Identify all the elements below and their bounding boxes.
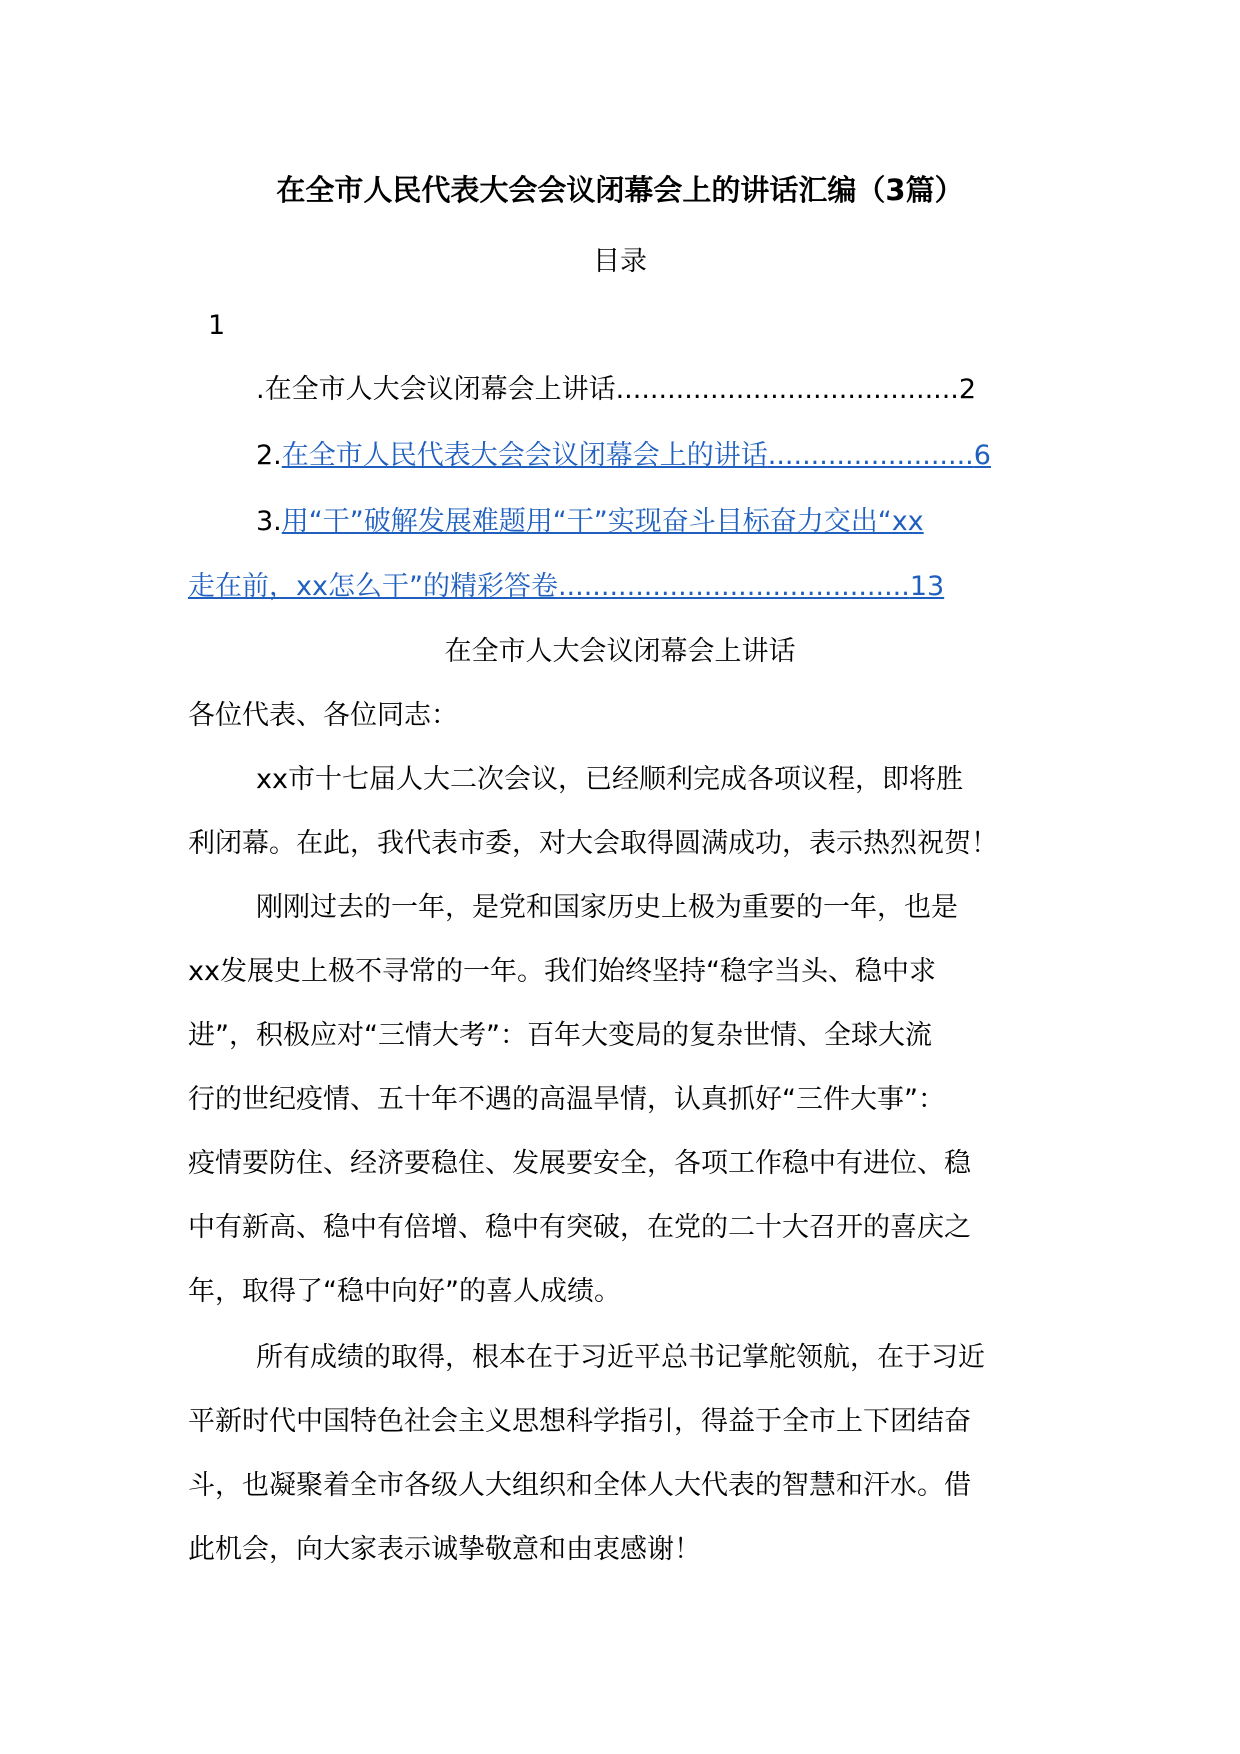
toc-entry-2-number: 2. [256, 440, 282, 471]
paragraph-2-line-1: 刚刚过去的一年，是党和国家历史上极为重要的一年，也是 [256, 892, 958, 923]
paragraph-1-line-2: 利闭幕。在此，我代表市委，对大会取得圆满成功，表示热烈祝贺！ [188, 828, 998, 859]
paragraph-3-line-1: 所有成绩的取得，根本在于习近平总书记掌舵领航，在于习近 [256, 1342, 985, 1373]
toc-heading: 目录 [593, 246, 647, 277]
paragraph-3-line-2: 平新时代中国特色社会主义思想科学指引，得益于全市上下团结奋 [188, 1406, 971, 1437]
paragraph-3-line-3: 斗，也凝聚着全市各级人大组织和全体人大代表的智慧和汗水。借 [188, 1470, 971, 1501]
paragraph-1-line-1: xx市十七届人大二次会议，已经顺利完成各项议程，即将胜 [256, 764, 963, 795]
toc-entry-1[interactable] [188, 370, 1054, 410]
toc-entry-3-number: 3. [256, 506, 282, 537]
toc-entry-3[interactable] [188, 502, 1054, 542]
toc-index-number: 1 [208, 310, 226, 341]
toc-entry-1-page: 2 [958, 374, 977, 405]
toc-entry-2[interactable] [188, 436, 1054, 476]
paragraph-2-line-4: 行的世纪疫情、五十年不遇的高温旱情，认真抓好“三件大事”： [188, 1084, 945, 1115]
toc-entry-3-link-line2[interactable]: 走在前，xx怎么干”的精彩答卷.........................................13 [188, 571, 945, 602]
salutation: 各位代表、各位同志： [188, 700, 458, 731]
section-heading: 在全市人大会议闭幕会上讲话 [444, 636, 796, 667]
toc-entry-1-text: .在全市人大会议闭幕会上讲话 [256, 374, 616, 405]
toc-entry-2-link[interactable]: 在全市人民代表大会会议闭幕会上的讲话........................6 [281, 440, 991, 471]
document-title: 在全市人民代表大会会议闭幕会上的讲话汇编（3篇） [276, 173, 964, 207]
paragraph-2-line-3: 进”，积极应对“三情大考”：百年大变局的复杂世情、全球大流 [188, 1020, 932, 1051]
toc-entry-3-continued[interactable] [188, 567, 1054, 607]
paragraph-2-line-6: 中有新高、稳中有倍增、稳中有突破，在党的二十大召开的喜庆之 [188, 1212, 971, 1243]
paragraph-2-line-7: 年，取得了“稳中向好”的喜人成绩。 [188, 1276, 621, 1307]
paragraph-2-line-5: 疫情要防住、经济要稳住、发展要安全，各项工作稳中有进位、稳 [188, 1148, 971, 1179]
paragraph-2-line-2: xx发展史上极不寻常的一年。我们始终坚持“稳字当头、稳中求 [188, 956, 936, 987]
toc-entry-3-link-line1[interactable]: 用“干”破解发展难题用“干”实现奋斗目标奋力交出“xx [281, 506, 924, 537]
toc-entry-1-leader: ........................................ [615, 374, 959, 405]
paragraph-3-line-4: 此机会，向大家表示诚挚敬意和由衷感谢！ [188, 1534, 701, 1565]
